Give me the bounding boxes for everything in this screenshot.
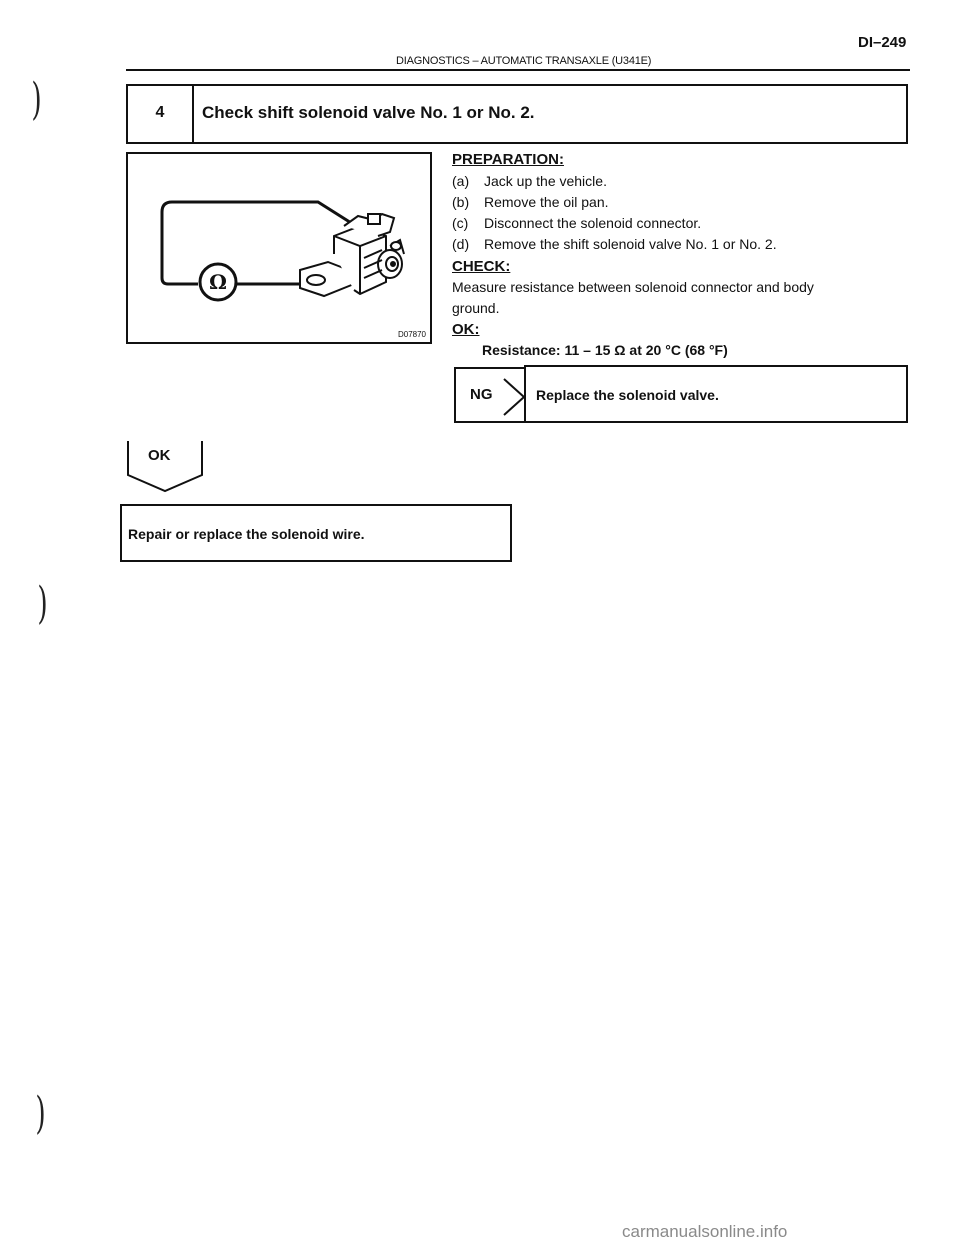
figure-code: D07870 bbox=[397, 330, 426, 339]
binder-mark-icon: ) bbox=[31, 74, 42, 125]
binder-mark-icon: ) bbox=[37, 578, 48, 629]
ok-spec-heading: OK: bbox=[452, 321, 480, 338]
ng-branch-box bbox=[454, 367, 526, 423]
ng-action-text: Replace the solenoid valve. bbox=[536, 387, 719, 403]
repair-action-text: Repair or replace the solenoid wire. bbox=[128, 526, 365, 542]
ohmmeter-icon bbox=[200, 264, 236, 300]
ng-label: NG bbox=[470, 386, 493, 403]
binder-mark-icon: ) bbox=[35, 1088, 46, 1139]
solenoid-illustration bbox=[126, 152, 432, 344]
resistance-spec: Resistance: 11 – 15 Ω at 20 °C (68 °F) bbox=[482, 342, 728, 358]
page-number: DI–249 bbox=[858, 34, 907, 51]
svg-text:Ω: Ω bbox=[209, 270, 227, 294]
preparation-heading: PREPARATION: bbox=[452, 151, 564, 168]
ok-label: OK bbox=[148, 447, 171, 464]
step-divider bbox=[192, 86, 194, 142]
ok-branch-box bbox=[126, 439, 204, 495]
preparation-step: (d) Remove the shift solenoid valve No. 1 or No. 2. bbox=[452, 236, 777, 252]
header-rule bbox=[126, 69, 910, 71]
check-heading: CHECK: bbox=[452, 258, 511, 275]
preparation-step: (a) Jack up the vehicle. bbox=[452, 173, 607, 189]
header-title: DIAGNOSTICS – AUTOMATIC TRANSAXLE (U341E) bbox=[396, 55, 652, 67]
step-heading-box bbox=[126, 84, 908, 144]
step-number: 4 bbox=[155, 104, 165, 121]
step-title: Check shift solenoid valve No. 1 or No. 2. bbox=[202, 103, 535, 122]
preparation-step: (b) Remove the oil pan. bbox=[452, 194, 609, 210]
solenoid-valve-icon bbox=[300, 214, 404, 296]
check-text: ground. bbox=[452, 300, 500, 316]
ng-action-box bbox=[524, 365, 908, 423]
ohmmeter-solenoid-diagram bbox=[128, 154, 430, 342]
preparation-step: (c) Disconnect the solenoid connector. bbox=[452, 215, 702, 231]
repair-action-box bbox=[120, 504, 512, 562]
check-text: Measure resistance between solenoid connector and body bbox=[452, 279, 814, 295]
watermark: carmanualsonline.info bbox=[622, 1222, 788, 1241]
